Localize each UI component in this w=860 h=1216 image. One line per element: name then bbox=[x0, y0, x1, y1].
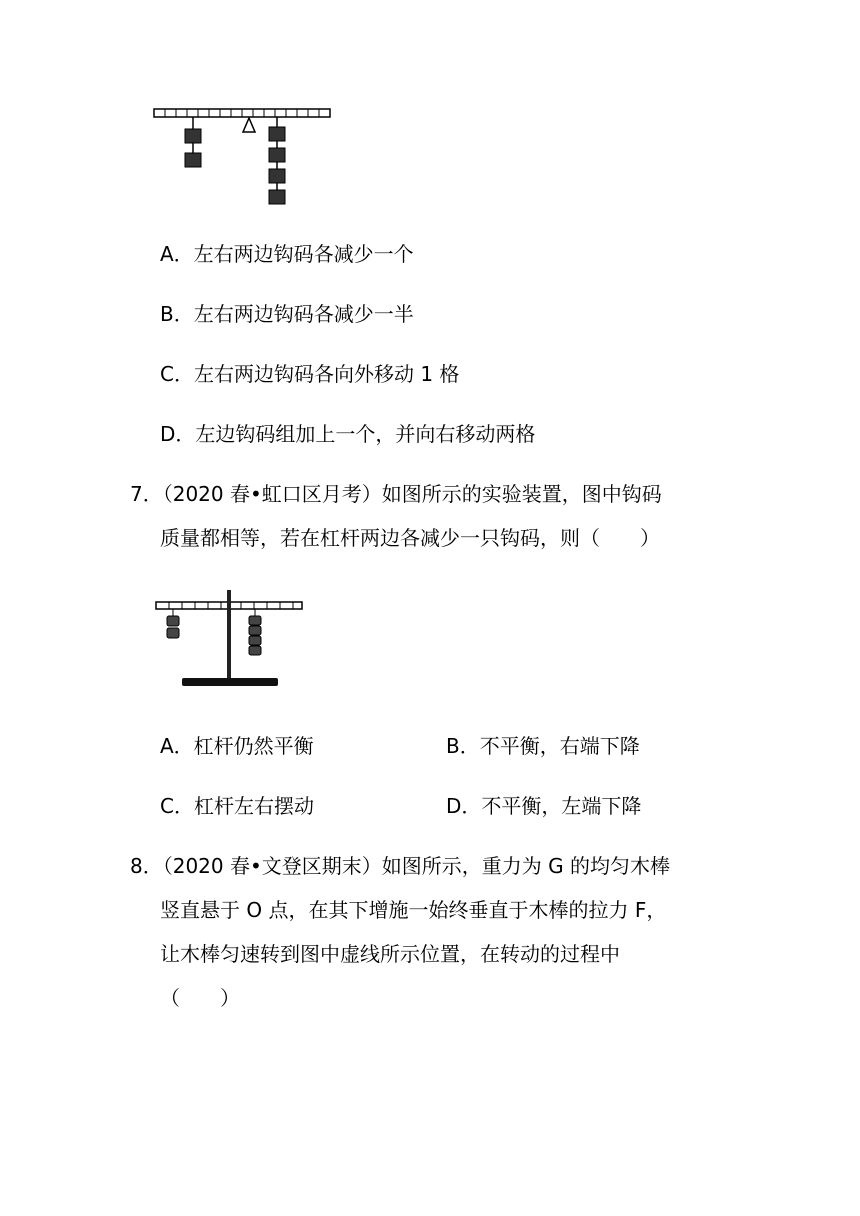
q6-option-d: D．左边钩码组加上一个，并向右移动两格 bbox=[160, 422, 536, 446]
q8-stem-line-1: 8．（2020 春•文登区期末）如图所示，重力为 G 的均匀木棒 bbox=[130, 854, 670, 878]
q7-option-d: D．不平衡，左端下降 bbox=[446, 794, 642, 818]
lever-figure-q6 bbox=[150, 105, 340, 215]
q7-option-b: B．不平衡，右端下降 bbox=[446, 734, 640, 758]
q6-option-c: C．左右两边钩码各向外移动 1 格 bbox=[160, 362, 460, 386]
q7-option-a: A．杠杆仍然平衡 bbox=[160, 734, 314, 758]
q7-stem-line-1: 7．（2020 春•虹口区月考）如图所示的实验装置，图中钩码 bbox=[130, 482, 662, 506]
q8-stem-line-3: 让木棒匀速转到图中虚线所示位置，在转动的过程中 bbox=[160, 942, 620, 966]
q8-stem-line-2: 竖直悬于 O 点，在其下增施一始终垂直于木棒的拉力 F， bbox=[160, 898, 667, 922]
q8-stem-line-4: （ ） bbox=[160, 986, 240, 1010]
q7-stem-line-2: 质量都相等，若在杠杆两边各减少一只钩码，则（ ） bbox=[160, 526, 660, 550]
q7-option-c: C．杠杆左右摆动 bbox=[160, 794, 314, 818]
q6-option-a: A．左右两边钩码各减少一个 bbox=[160, 242, 414, 266]
lever-stand-figure-q7 bbox=[152, 588, 308, 698]
q6-option-b: B．左右两边钩码各减少一半 bbox=[160, 302, 414, 326]
